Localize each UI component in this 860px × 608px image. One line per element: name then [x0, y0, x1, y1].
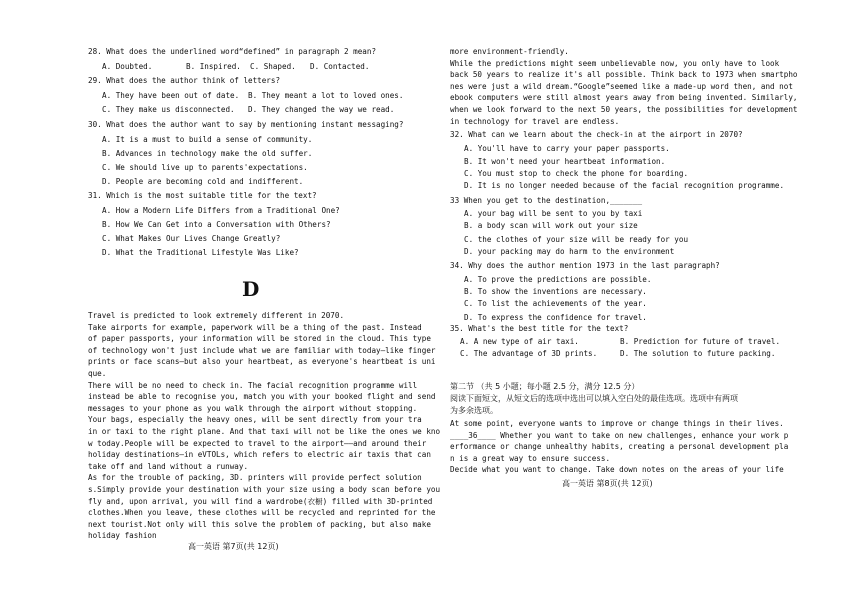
q33-option-d: D. your packing may do harm to the environment — [464, 247, 675, 256]
q35-option-a: A. A new type of air taxi. — [460, 337, 579, 346]
q35-option-b: B. Prediction for future of travel. — [620, 337, 781, 346]
q35-option-d: D. The solution to future packing. — [620, 349, 776, 358]
q31-option-c: C. What Makes Our Lives Change Greatly? — [102, 234, 281, 243]
section-2-heading: 第二节 （共 5 小题；每小题 2.5 分，满分 12.5 分） — [450, 382, 640, 391]
passage-d-cont-line: nes were just a wild dream.“Google”seemed like a made-up word then, and not — [450, 81, 793, 91]
q30-option-d: D. People are becoming cold and indifferent. — [102, 177, 304, 186]
q29-option-b: B. They meant a lot to loved ones. — [248, 91, 404, 100]
q30-option-c: C. We should live up to parents'expectations. — [102, 163, 308, 172]
passage-d-line: s.Simply provide your destination with your size using a body scan before you — [88, 485, 441, 494]
q33-option-b: B. a body scan will work out your size — [464, 221, 638, 230]
passage-d-line: next tourist.Not only will this solve the problem of packing, but also make — [88, 519, 431, 529]
section-2-line: Decide what you want to change. Take down notes on the areas of your life — [450, 465, 784, 475]
q28-option-d: D. Contacted. — [310, 62, 370, 71]
passage-d-line: There will be no need to check in. The facial recognition programme will — [88, 380, 418, 390]
passage-d-line: take off and land without a runway. — [88, 461, 249, 471]
section-2-instruction: 阅读下面短文，从短文后的选项中选出可以填入空白处的最佳选项。选项中有两项 — [450, 394, 738, 403]
section-2-line: n is a great way to ensure success. — [450, 453, 611, 463]
q28-option-a: A. Doubted. — [102, 62, 153, 71]
passage-d-cont-line: While the predictions might seem unbelievable now, you only have to look — [450, 58, 780, 68]
section-2-line: At some point, everyone wants to improve or change things in their lives. — [450, 419, 784, 428]
question-31: 31. Which is the most suitable title for the text? — [88, 191, 317, 200]
q31-option-d: D. What the Traditional Lifestyle Was Like? — [102, 248, 299, 257]
passage-d-line: Your bags, especially the heavy ones, will be sent directly from your tra — [88, 415, 422, 425]
question-34: 34. Why does the author mention 1973 in the last paragraph? — [450, 261, 720, 270]
q31-option-a: A. How a Modern Life Differs from a Traditional One? — [102, 206, 340, 215]
page-footer-8: 高一英语 第8页(共 12页) — [562, 479, 653, 488]
q34-option-d: D. To express the confidence for travel. — [464, 313, 647, 322]
passage-d-line: of paper passports, your information will be stored in the cloud. This type — [88, 334, 431, 344]
q32-option-c: C. You must stop to check the phone for boarding. — [464, 169, 689, 178]
section-letter-d: D — [242, 277, 260, 301]
passage-d-cont-line: in technology for travel are endless. — [450, 116, 620, 126]
question-35: 35. What's the best title for the text? — [450, 324, 629, 333]
q33-option-a: A. your bag will be sent to you by taxi — [464, 209, 643, 218]
q32-option-a: A. You'll have to carry your paper passports. — [464, 144, 670, 153]
passage-d-line: of technology won't just include what we are familiar with today—like finger — [88, 345, 436, 355]
passage-d-cont-line: ebook computers were still almost years away from being invented. Similarly, — [450, 93, 798, 103]
section-2-line: erformance or change unhealthy habits, creating a personal development pla — [450, 442, 789, 452]
passage-d-line: messages to your phone as you walk through the airport without stopping. — [88, 403, 418, 413]
q30-option-b: B. Advances in technology make the old suffer. — [102, 149, 313, 158]
q33-option-c: C. the clothes of your size will be ready for you — [464, 235, 689, 244]
question-29: 29. What does the author think of letters? — [88, 76, 281, 85]
section-2-line: ____36____ Whether you want to take on new challenges, enhance your work p — [450, 430, 789, 440]
passage-d-line: que. — [88, 369, 107, 378]
q29-option-c: C. They make us disconnected. — [102, 105, 235, 114]
q29-option-a: A. They have been out of date. — [102, 91, 240, 100]
page-footer-7: 高一英语 第7页(共 12页) — [188, 542, 279, 551]
q32-option-d: D. It is no longer needed because of the facial recognition programme. — [464, 181, 785, 190]
passage-d-line: Take airports for example, paperwork will be a thing of the past. Instead — [88, 322, 422, 332]
passage-d-cont-line: more environment-friendly. — [450, 47, 569, 56]
q34-option-c: C. To list the achievements of the year. — [464, 299, 647, 308]
q29-option-d: D. They changed the way we read. — [248, 105, 395, 114]
passage-d-line: holiday fashion — [88, 531, 157, 541]
passage-d-line: in or taxi to the right plane. And that taxi will not be like the ones we kno — [88, 427, 441, 436]
q34-option-a: A. To prove the predictions are possible. — [464, 275, 652, 284]
question-33: 33 When you get to the destination,_______ — [450, 196, 643, 205]
q28-option-c: C. Shaped. — [250, 62, 296, 71]
q34-option-b: B. To show the inventions are necessary. — [464, 287, 647, 296]
passage-d-line: instead be able to recognise you, match you with your booked flight and send — [88, 392, 436, 402]
passage-d-cont-line: when we look forward to the next 50 years, the possibilities for development — [450, 105, 798, 114]
question-30: 30. What does the author want to say by mentioning instant messaging? — [88, 120, 404, 129]
passage-d-line: w today.People will be expected to travel to the airport——and around their — [88, 438, 427, 448]
q30-option-a: A. It is a must to build a sense of community. — [102, 135, 313, 144]
passage-d-line: clothes.When you leave, these clothes will be recycled and reprinted for the — [88, 508, 436, 518]
q28-option-b: B. Inspired. — [186, 62, 241, 71]
question-28: 28. What does the underlined word“defined” in paragraph 2 mean? — [88, 47, 377, 56]
passage-d-line: holiday destinations—in eVTOLs, which refers to electric air taxis that can — [88, 450, 431, 460]
q32-option-b: B. It won't need your heartbeat information. — [464, 157, 666, 166]
passage-d-cont-line: back 50 years to realize it's all possible. Think back to 1973 when smartpho — [450, 70, 798, 80]
section-2-instruction-cont: 为多余选项。 — [450, 406, 498, 415]
passage-d-line: Travel is predicted to look extremely different in 2070. — [88, 311, 345, 320]
passage-d-line: fly and, upon arrival, you will find a wardrobe(衣橱) filled with 3D-printed — [88, 496, 433, 506]
passage-d-line: As for the trouble of packing, 3D. printers will provide perfect solution — [88, 473, 422, 483]
question-32: 32. What can we learn about the check-in at the airport in 2070? — [450, 130, 743, 139]
q31-option-b: B. How We Can Get into a Conversation with Others? — [102, 220, 331, 229]
q35-option-c: C. The advantage of 3D prints. — [460, 349, 598, 358]
passage-d-line: prints or face scans—but also your heartbeat, as everyone's heartbeat is uni — [88, 357, 436, 367]
